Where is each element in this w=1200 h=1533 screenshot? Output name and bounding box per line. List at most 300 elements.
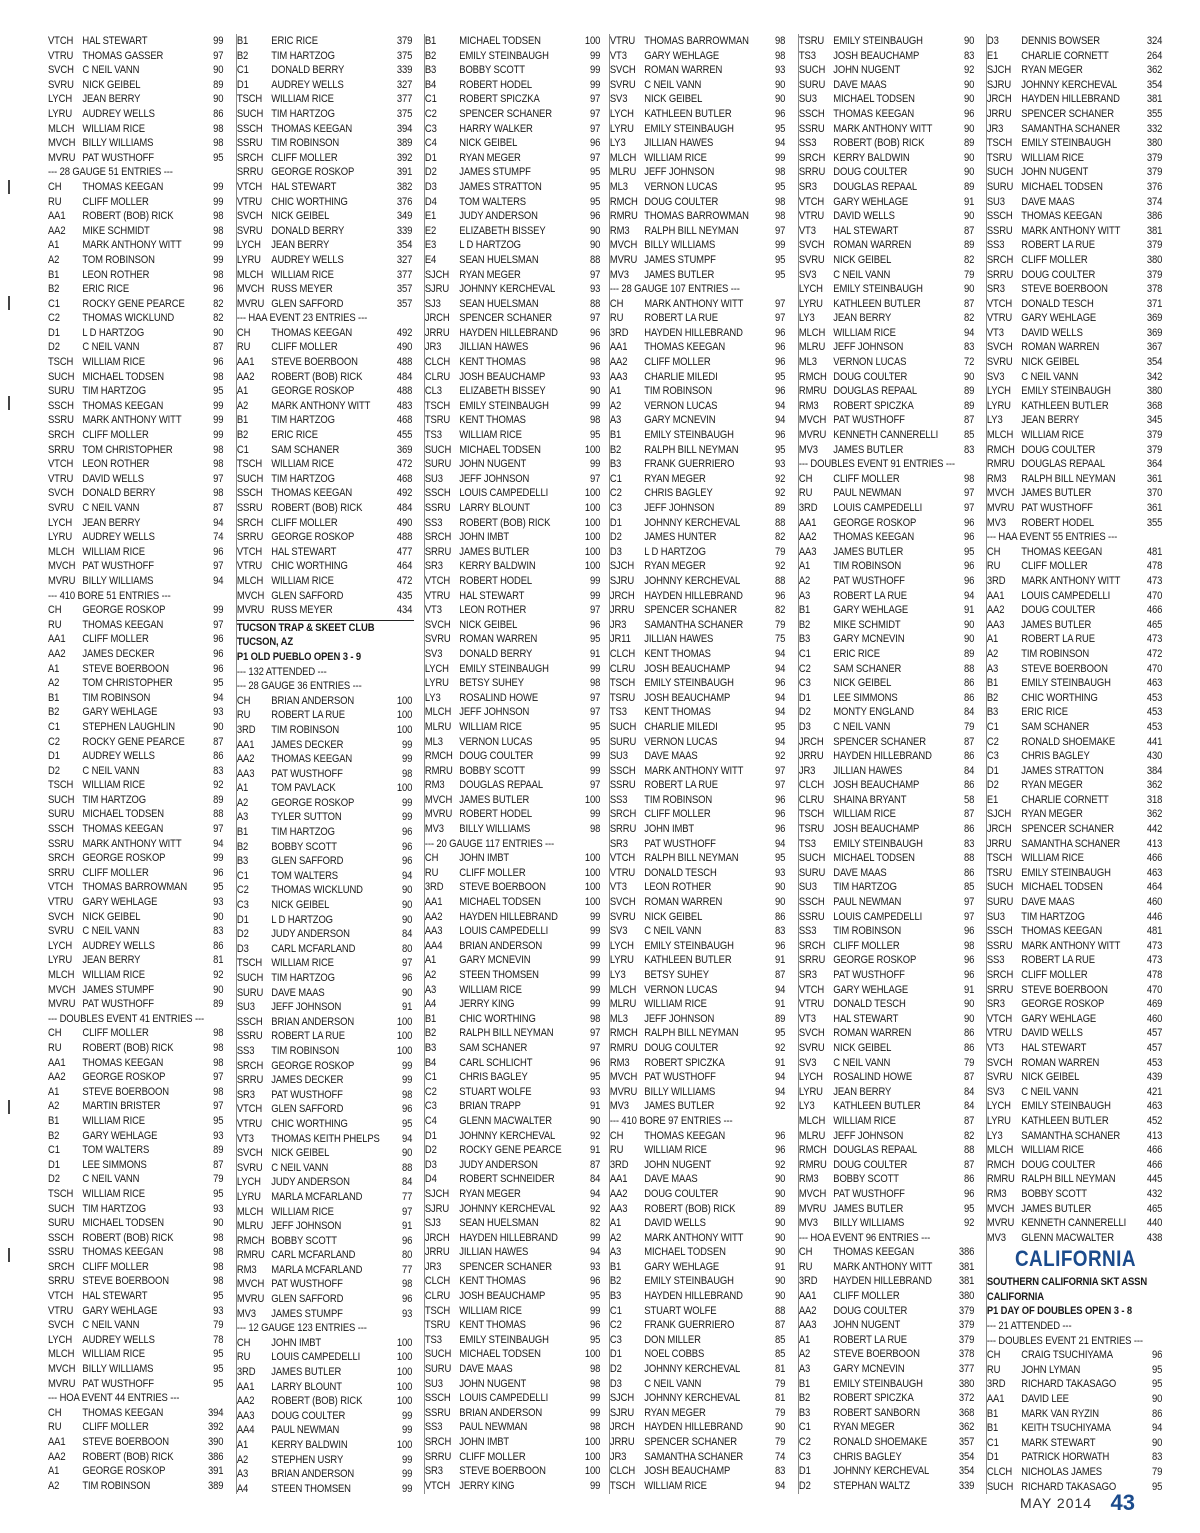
shooter-name: DAVID LEE (1021, 1393, 1069, 1406)
shooter-name: JAMES BUTLER (1021, 618, 1092, 631)
class-code: D1 (986, 1451, 999, 1464)
result-row (987, 1436, 1164, 1451)
score: 89 (213, 78, 224, 91)
shooter-name: EMILY STEINBAUGH (833, 837, 923, 850)
result-row (425, 997, 602, 1012)
class-code: A1 (609, 1217, 622, 1230)
result-row (610, 136, 787, 151)
shooter-name: LOUIS CAMPEDELLI (833, 502, 923, 514)
shooter-name: ROMAN WARREN (1021, 341, 1100, 354)
class-code: RMRU (986, 458, 1015, 471)
score: 99 (775, 239, 786, 252)
shooter-name: JOSH BEAUCHAMP (644, 1465, 731, 1478)
score: 87 (964, 224, 975, 237)
shooter-name: SPENCER SCHANER (1021, 107, 1114, 120)
score: 100 (584, 487, 601, 500)
results-column-5 (798, 34, 976, 1494)
class-code: AA1 (48, 1436, 66, 1448)
score: 90 (775, 1275, 786, 1288)
shooter-name: CHRIS BAGLEY (644, 487, 713, 500)
score: 98 (964, 472, 975, 485)
shooter-name: MARK ANTHONY WITT (644, 764, 744, 777)
shooter-name: MARLA MCFARLAND (271, 1263, 363, 1276)
shooter-name: THOMAS KEEGAN (271, 753, 353, 766)
score: 90 (402, 913, 413, 926)
shooter-name: CLIFF MOLLER (833, 939, 900, 952)
shooter-name: TIM ROBINSON (833, 560, 902, 573)
shooter-name: MARK ANTHONY WITT (82, 837, 182, 850)
result-row (799, 151, 976, 166)
results-column-6 (986, 34, 1164, 1494)
shooter-name: DONALD TESCH (1021, 297, 1094, 310)
result-row (48, 1289, 225, 1304)
score: 97 (964, 487, 975, 500)
shooter-name: THOMAS KEEGAN (82, 180, 164, 193)
result-row (987, 851, 1164, 866)
shooter-name: CARL MCFARLAND (271, 942, 356, 955)
result-row (987, 472, 1164, 487)
class-code: SSRU (48, 414, 74, 427)
shooter-name: ROBERT LA RUE (644, 312, 718, 325)
class-code: MVRU (986, 502, 1015, 514)
result-row (610, 428, 787, 443)
class-code: TSRU (609, 691, 636, 704)
score: 99 (213, 35, 224, 47)
result-row (237, 752, 414, 767)
shooter-name: NICK GEIBEL (1021, 356, 1080, 369)
class-code: D4 (424, 195, 437, 208)
shooter-name: STEEN THOMSEN (459, 969, 539, 981)
class-code: VTRU (236, 195, 263, 208)
class-code: LYCH (48, 93, 73, 106)
class-code: VTCH (48, 35, 74, 47)
shooter-name: PAT WUSTHOFF (644, 837, 716, 850)
shooter-name: WILLIAM RICE (271, 1205, 334, 1218)
class-code: D3 (424, 1158, 437, 1171)
score: 98 (213, 1246, 224, 1259)
result-row (48, 764, 225, 779)
class-code: CH (798, 472, 813, 485)
score: 457 (1146, 1041, 1163, 1054)
result-row (48, 78, 225, 93)
result-row (987, 807, 1164, 822)
score: 79 (775, 1436, 786, 1448)
class-code: RU (609, 312, 624, 325)
class-code: D2 (798, 1479, 811, 1492)
class-code: SSCH (48, 823, 74, 836)
class-code: VTRU (986, 1027, 1013, 1040)
result-row (237, 297, 414, 312)
shooter-name: PAUL NEWMAN (271, 1424, 340, 1437)
shooter-name: MARK ANTHONY WITT (833, 122, 933, 135)
class-code: SVRU (609, 910, 636, 923)
class-code: SSRU (424, 1406, 451, 1419)
result-row (48, 1172, 225, 1187)
shooter-name: JILLIAN HAWES (459, 1246, 529, 1259)
result-row (799, 180, 976, 195)
score: 100 (584, 1450, 601, 1463)
result-row (610, 1202, 787, 1217)
score: 96 (964, 925, 975, 938)
class-code: C2 (424, 1085, 437, 1098)
class-code: SVCH (798, 1027, 825, 1040)
class-code: TSCH (798, 808, 825, 821)
score: 95 (775, 180, 786, 193)
result-row (987, 49, 1164, 64)
class-code: TSRU (424, 1319, 451, 1332)
class-code: AA1 (48, 633, 66, 646)
result-row (48, 1377, 225, 1392)
shooter-name: JEAN BERRY (833, 1085, 892, 1098)
score: 90 (402, 1147, 413, 1160)
score: 380 (958, 1290, 975, 1303)
result-row (610, 355, 787, 370)
score: 90 (213, 326, 224, 339)
score: 89 (775, 1012, 786, 1025)
event-header: --- 20 GAUGE 117 ENTRIES --- (424, 837, 555, 850)
score: 90 (1152, 1393, 1163, 1406)
class-code: SRRU (424, 1450, 452, 1463)
result-row (425, 545, 602, 560)
result-row (610, 122, 787, 137)
class-code: SR3 (609, 837, 628, 850)
score: 378 (958, 1348, 975, 1361)
score: 95 (1152, 1363, 1163, 1376)
score: 80 (402, 942, 413, 955)
shooter-name: CLIFF MOLLER (271, 341, 338, 354)
shooter-name: JEFF JOHNSON (459, 706, 530, 719)
score: 357 (958, 1436, 975, 1448)
shooter-name: CLIFF MOLLER (82, 1260, 149, 1273)
result-row (425, 1231, 602, 1246)
shooter-name: ERIC RICE (82, 283, 130, 296)
result-row (425, 1260, 602, 1275)
result-row (799, 778, 976, 793)
event-header: TUCSON TRAP & SKEET CLUB (236, 621, 375, 634)
score: 375 (396, 49, 413, 62)
result-row (425, 195, 602, 210)
result-row (425, 209, 602, 224)
result-row (425, 589, 602, 604)
shooter-name: THOMAS KEEGAN (82, 618, 164, 631)
result-row (799, 253, 976, 268)
shooter-name: HAYDEN HILLEBRAND (1021, 93, 1120, 106)
class-code: RU (236, 709, 251, 722)
shooter-name: THOMAS KEEGAN (833, 107, 915, 120)
score: 453 (1146, 706, 1163, 719)
class-code: SS3 (609, 793, 628, 806)
shooter-name: ROBERT (BOB) RICK (82, 1450, 174, 1463)
shooter-name: FRANK GUERRIERO (644, 1319, 735, 1332)
score: 79 (1152, 1466, 1163, 1478)
shooter-name: HAYDEN HILLEBRAND (459, 1231, 558, 1244)
result-row (799, 1012, 976, 1027)
result-row (48, 997, 225, 1012)
score: 381 (1146, 93, 1163, 106)
class-code: D2 (424, 166, 437, 179)
result-row (237, 1161, 414, 1176)
result-row (987, 924, 1164, 939)
shooter-name: GEORGE ROSKOP (82, 852, 166, 865)
class-code: CLCH (798, 779, 825, 792)
class-code: SU3 (986, 195, 1005, 208)
score: 466 (1146, 604, 1163, 617)
class-code: SR3 (986, 283, 1005, 296)
class-code: LYRU (236, 253, 261, 266)
class-code: D1 (424, 151, 437, 164)
result-row (799, 1479, 976, 1494)
score: 96 (213, 633, 224, 646)
result-row (610, 34, 787, 49)
shooter-name: TIM HARTZOG (271, 972, 335, 984)
class-code: SUCH (609, 720, 637, 733)
class-code: TSRU (986, 151, 1013, 164)
shooter-name: DAVE MAAS (1021, 195, 1075, 208)
class-code: LY3 (798, 1100, 815, 1113)
result-row (48, 340, 225, 355)
event-header: --- DOUBLES EVENT 91 ENTRIES --- (798, 458, 955, 471)
score: 96 (402, 1103, 413, 1116)
shooter-name: JAMES STUMPF (459, 166, 531, 179)
result-row (799, 1026, 976, 1041)
shooter-name: TIM HARTZOG (833, 881, 897, 894)
result-row (610, 1070, 787, 1085)
shooter-name: GARY WEHLAGE (1021, 312, 1097, 325)
shooter-name: ELIZABETH BISSEY (459, 224, 546, 237)
result-row (799, 34, 976, 49)
shooter-name: WILLIAM RICE (459, 429, 522, 442)
class-code: AA1 (236, 1380, 255, 1393)
score: 342 (1146, 370, 1163, 383)
shooter-name: EMILY STEINBAUGH (833, 283, 923, 296)
score: 99 (402, 1482, 413, 1495)
shooter-name: JOSH BEAUCHAMP (459, 370, 546, 383)
result-row (987, 720, 1164, 735)
shooter-name: NICK GEIBEL (459, 618, 518, 631)
class-code: SUCH (986, 881, 1014, 894)
result-row (799, 705, 976, 720)
shooter-name: CLIFF MOLLER (644, 356, 711, 369)
shooter-name: BILLY WILLIAMS (82, 137, 154, 150)
result-row (799, 63, 976, 78)
class-code: SRRU (236, 1074, 264, 1087)
result-row (237, 1000, 414, 1015)
score: 100 (396, 1395, 413, 1408)
result-row (237, 913, 414, 928)
class-code: AA2 (798, 531, 817, 544)
result-row (799, 1333, 976, 1348)
result-row (48, 953, 225, 968)
result-row (610, 778, 787, 793)
class-code: C2 (48, 312, 60, 325)
shooter-name: PAT WUSTHOFF (82, 998, 154, 1011)
score: 92 (775, 487, 786, 500)
result-row (799, 822, 976, 837)
shooter-name: VERNON LUCAS (644, 983, 718, 996)
result-row (48, 413, 225, 428)
class-code: LYCH (48, 516, 73, 529)
result-row (48, 311, 225, 326)
result-row (425, 632, 602, 647)
score: 83 (1152, 1451, 1163, 1464)
score: 96 (213, 283, 224, 296)
class-code: SSRU (986, 224, 1013, 237)
shooter-name: SPENCER SCHANER (459, 107, 552, 120)
shooter-name: JAMES STUMPF (644, 253, 716, 266)
score: 99 (590, 589, 601, 602)
score: 384 (1146, 764, 1163, 777)
class-code: RM3 (236, 1263, 257, 1276)
score: 97 (775, 764, 786, 777)
result-row (425, 1085, 602, 1100)
shooter-name: HAL STEWART (459, 589, 525, 602)
class-code: SJCH (424, 268, 450, 281)
shooter-name: JOHN NUGENT (459, 1377, 527, 1390)
shooter-name: SAMANTHA SCHANER (644, 1450, 744, 1463)
score: 95 (775, 253, 786, 266)
score: 432 (1146, 1187, 1163, 1200)
score: 377 (958, 1363, 975, 1376)
class-code: VTRU (236, 560, 263, 573)
class-code: MVRU (798, 1202, 827, 1215)
result-row (48, 983, 225, 998)
score: 97 (213, 1071, 224, 1084)
score: 378 (1146, 283, 1163, 296)
class-code: SVRU (236, 1161, 263, 1174)
shooter-name: MARTIN BRISTER (82, 1100, 161, 1113)
class-code: TSCH (48, 1187, 74, 1200)
result-row (610, 1129, 787, 1144)
shooter-name: GEORGE ROSKOP (271, 796, 355, 809)
shooter-name: DOUGLAS REPAAL (833, 385, 917, 398)
score: 100 (584, 852, 601, 865)
class-code: VT3 (424, 604, 442, 617)
class-code: VT3 (609, 881, 627, 894)
shooter-name: RALPH BILL NEYMAN (1021, 1173, 1116, 1186)
result-row (237, 1336, 414, 1351)
class-code: SRCH (798, 151, 826, 164)
score: 355 (1146, 107, 1163, 120)
score: 87 (775, 969, 786, 981)
score: 94 (775, 1071, 786, 1084)
score: 79 (213, 1319, 224, 1332)
shooter-name: JOHNNY KERCHEVAL (644, 1363, 741, 1376)
result-row (237, 472, 414, 487)
result-row (610, 399, 787, 414)
result-row (799, 501, 976, 516)
shooter-name: ROBERT SCHNEIDER (459, 1173, 555, 1186)
class-code: JRCH (986, 823, 1012, 836)
shooter-name: CARL SCHLICHT (459, 1056, 533, 1069)
result-row (237, 1423, 414, 1438)
result-row (425, 895, 602, 910)
class-code: MLRU (609, 998, 637, 1011)
class-code: C1 (48, 1144, 60, 1157)
shooter-name: HAL STEWART (271, 180, 337, 193)
class-code: JR3 (609, 1450, 627, 1463)
class-code: AA3 (424, 925, 443, 938)
class-code: LYCH (48, 1333, 73, 1346)
result-row (610, 837, 787, 852)
class-code: C2 (424, 107, 437, 120)
score: 453 (1146, 720, 1163, 733)
shooter-name: RYAN MEGER (644, 472, 706, 485)
result-row (425, 1056, 602, 1071)
result-row (987, 545, 1164, 560)
shooter-name: THOMAS KEEGAN (644, 1129, 726, 1142)
class-code: SSRU (424, 502, 451, 514)
score: 345 (1146, 414, 1163, 427)
shooter-name: DOUG COULTER (1021, 1158, 1096, 1171)
score: 85 (775, 1333, 786, 1346)
result-row (610, 1318, 787, 1333)
shooter-name: DAVE MAAS (644, 1173, 698, 1186)
shooter-name: PAUL NEWMAN (459, 1421, 528, 1434)
score: 83 (213, 925, 224, 938)
class-code: 3RD (424, 881, 444, 894)
result-row (610, 953, 787, 968)
shooter-name: THOMAS KEEGAN (1021, 210, 1103, 223)
score: 86 (964, 1027, 975, 1040)
class-code: SRRU (986, 268, 1014, 281)
score: 97 (590, 151, 601, 164)
shooter-name: TIM ROBINSON (271, 1044, 340, 1057)
shooter-name: BRIAN ANDERSON (459, 939, 543, 952)
class-code: SRRU (798, 166, 826, 179)
result-row (799, 924, 976, 939)
result-row (237, 92, 414, 107)
class-code: SVRU (986, 1071, 1013, 1084)
score: 79 (213, 1173, 224, 1186)
shooter-name: BOBBY SCOTT (833, 1173, 899, 1186)
class-code: SJRU (609, 574, 635, 587)
score: 97 (964, 896, 975, 909)
score: 100 (396, 1439, 413, 1451)
shooter-name: DAVE MAAS (1021, 896, 1075, 909)
result-row (610, 997, 787, 1012)
class-code: SU3 (986, 910, 1005, 923)
score: 464 (396, 560, 413, 573)
shooter-name: JEAN BERRY (82, 93, 141, 106)
class-code: SVCH (798, 239, 825, 252)
result-row (237, 1307, 414, 1322)
result-row (48, 778, 225, 793)
class-code: B2 (986, 691, 999, 704)
result-row (48, 1056, 225, 1071)
score: 96 (590, 1275, 601, 1288)
score: 94 (775, 662, 786, 675)
score: 96 (964, 107, 975, 120)
shooter-name: PAT WUSTHOFF (833, 574, 905, 587)
result-row (987, 764, 1164, 779)
score: 90 (775, 1173, 786, 1186)
class-code: B2 (48, 1129, 60, 1142)
score: 99 (402, 811, 413, 824)
score: 84 (964, 1085, 975, 1098)
result-row (799, 793, 976, 808)
shooter-name: THOMAS BARROWMAN (644, 35, 749, 47)
class-code: MLCH (424, 706, 452, 719)
shooter-name: L D HARTZOG (644, 545, 706, 558)
result-row (48, 1274, 225, 1289)
score: 95 (213, 1290, 224, 1303)
result-row (425, 282, 602, 297)
class-code: VT3 (986, 1041, 1004, 1054)
result-row (237, 78, 414, 93)
class-code: CH (236, 1336, 251, 1349)
result-row (610, 1041, 787, 1056)
class-code: MLCH (48, 545, 75, 558)
